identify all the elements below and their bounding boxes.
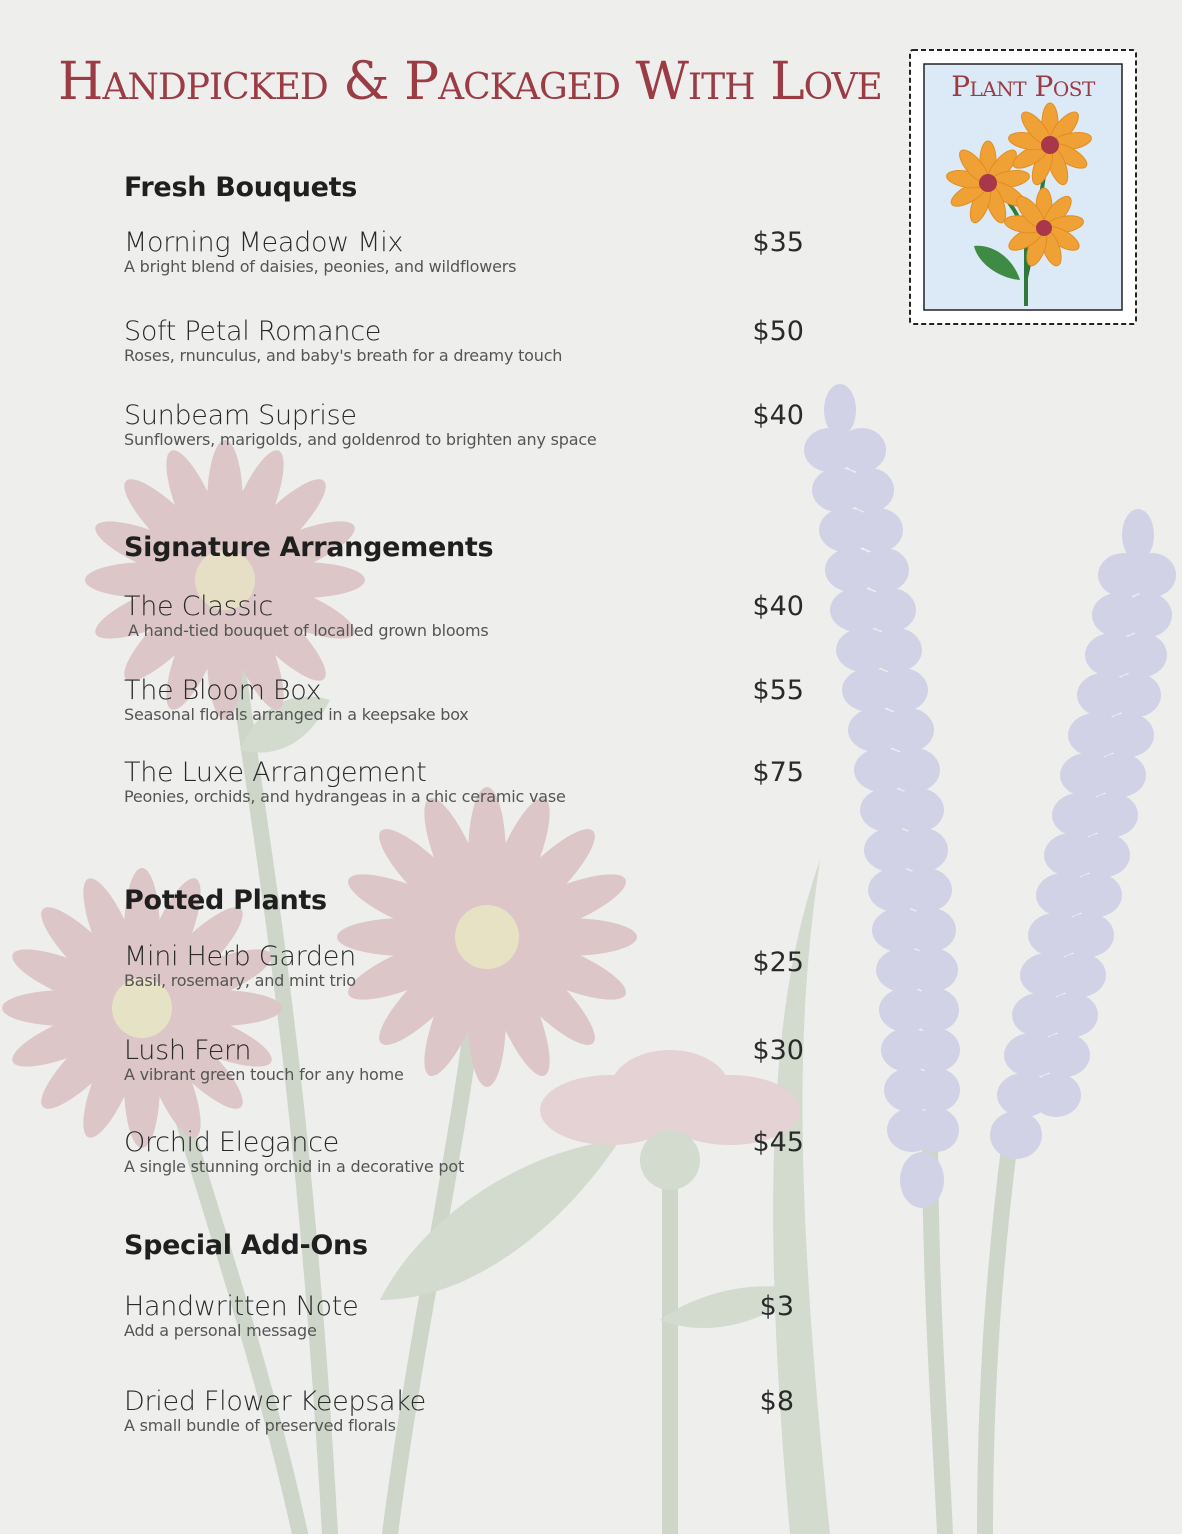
item-description: Seasonal florals arranged in a keepsake box bbox=[124, 705, 469, 724]
item-description: A single stunning orchid in a decorative pot bbox=[124, 1157, 465, 1176]
item-name: Lush Fern bbox=[124, 1035, 252, 1066]
item-name: The Classic bbox=[124, 591, 273, 622]
menu-item bbox=[124, 1387, 804, 1435]
section-title-potted-plants: Potted Plants bbox=[124, 885, 327, 916]
item-price: $75 bbox=[752, 757, 804, 788]
item-price: $25 bbox=[752, 947, 804, 978]
item-price: $8 bbox=[759, 1386, 794, 1417]
item-description: A hand-tied bouquet of localled grown blooms bbox=[128, 621, 489, 640]
menu-item bbox=[124, 228, 804, 276]
page-title: Handpicked & Packaged With Love bbox=[58, 52, 882, 112]
item-price: $45 bbox=[752, 1127, 804, 1158]
section-title-signature-arrangements: Signature Arrangements bbox=[124, 532, 494, 563]
item-price: $40 bbox=[752, 591, 804, 622]
item-price: $30 bbox=[752, 1035, 804, 1066]
item-description: A bright blend of daisies, peonies, and wildflowers bbox=[124, 257, 517, 276]
item-description: Basil, rosemary, and mint trio bbox=[124, 971, 356, 990]
menu-item bbox=[124, 1292, 804, 1340]
item-price: $35 bbox=[752, 227, 804, 258]
item-price: $55 bbox=[752, 675, 804, 706]
item-name: The Bloom Box bbox=[124, 675, 322, 706]
item-name: Soft Petal Romance bbox=[124, 316, 382, 347]
item-description: Sunflowers, marigolds, and goldenrod to brighten any space bbox=[124, 430, 597, 449]
section-title-fresh-bouquets: Fresh Bouquets bbox=[124, 172, 358, 203]
item-description: Peonies, orchids, and hydrangeas in a chic ceramic vase bbox=[124, 787, 566, 806]
item-price: $3 bbox=[759, 1291, 794, 1322]
menu-item bbox=[124, 942, 804, 990]
item-price: $40 bbox=[752, 400, 804, 431]
menu-item bbox=[124, 758, 804, 806]
menu-item bbox=[124, 317, 804, 365]
item-name: Handwritten Note bbox=[124, 1291, 359, 1322]
item-description: Add a personal message bbox=[124, 1321, 317, 1340]
item-name: The Luxe Arrangement bbox=[124, 757, 427, 788]
item-name: Mini Herb Garden bbox=[124, 941, 356, 972]
item-name: Dried Flower Keepsake bbox=[124, 1386, 426, 1417]
item-price: $50 bbox=[752, 316, 804, 347]
menu-item bbox=[124, 676, 804, 724]
item-description: Roses, rnunculus, and baby's breath for a dreamy touch bbox=[124, 346, 563, 365]
menu-item bbox=[124, 401, 804, 449]
menu-item bbox=[124, 592, 804, 640]
item-name: Orchid Elegance bbox=[124, 1127, 339, 1158]
stamp-label: Plant Post bbox=[951, 70, 1095, 103]
menu-item bbox=[124, 1128, 804, 1176]
menu-item bbox=[124, 1036, 804, 1084]
item-name: Morning Meadow Mix bbox=[124, 227, 404, 258]
item-description: A small bundle of preserved florals bbox=[124, 1416, 396, 1435]
item-description: A vibrant green touch for any home bbox=[124, 1065, 404, 1084]
section-title-special-add-ons: Special Add-Ons bbox=[124, 1230, 368, 1261]
plant-post-stamp bbox=[908, 48, 1138, 326]
item-name: Sunbeam Suprise bbox=[124, 400, 357, 431]
